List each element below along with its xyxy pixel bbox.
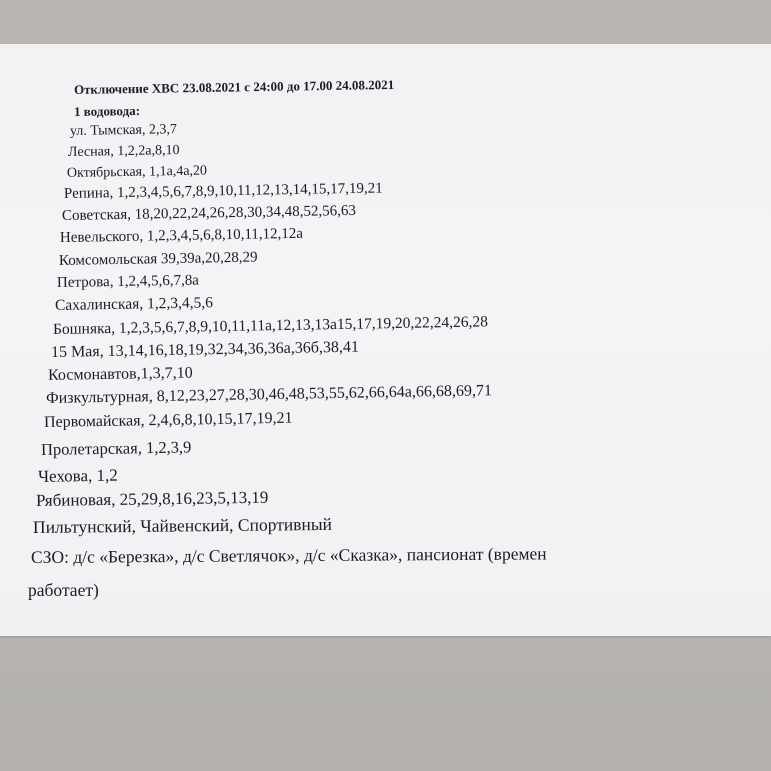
street-line: СЗО: д/с «Березка», д/с Светлячок», д/с «Сказка», пансионат (времен: [30, 543, 547, 567]
street-line: Невельского, 1,2,3,4,5,6,8,10,11,12,12а: [59, 225, 304, 246]
street-line: Петрова, 1,2,4,5,6,7,8а: [56, 272, 200, 291]
street-line: 15 Мая, 13,14,16,18,19,32,34,36,36а,36б,38,41: [50, 338, 360, 361]
street-line: Советская, 18,20,22,24,26,28,30,34,48,52,56,63: [61, 202, 357, 224]
street-line: Комсомольская 39,39а,20,28,29: [58, 249, 258, 269]
street-line: Сахалинская, 1,2,3,4,5,6: [54, 294, 214, 314]
street-line: Космонавтов,1,3,7,10: [47, 364, 193, 384]
street-line: Октябрьская, 1,1а,4а,20: [66, 163, 208, 181]
street-line: работает): [28, 580, 99, 600]
street-line: Чехова, 1,2: [37, 465, 118, 486]
paper-sheet: [0, 44, 771, 636]
street-line: Пролетарская, 1,2,3,9: [40, 437, 192, 459]
street-line: Репина, 1,2,3,4,5,6,7,8,9,10,11,12,13,14,15,17,19,21: [63, 180, 383, 202]
street-line: Пильтунский, Чайвенский, Спортивный: [32, 513, 333, 537]
street-line: Физкультурная, 8,12,23,27,28,30,46,48,53,55,62,66,64а,66,68,69,71: [45, 382, 493, 407]
section-heading: 1 водовода:: [73, 102, 141, 119]
street-line: Первомайская, 2,4,6,8,10,15,17,19,21: [43, 409, 293, 431]
notice-document: [0, 44, 771, 636]
notice-title: Отключение ХВС 23.08.2021 с 24:00 до 17.00 24.08.2021: [73, 76, 395, 97]
street-line: Рябиновая, 25,29,8,16,23,5,13,19: [35, 487, 269, 510]
street-line: Лесная, 1,2,2а,8,10: [67, 143, 180, 160]
street-line: ул. Тымская, 2,3,7: [69, 122, 178, 139]
street-line: Бошняка, 1,2,3,5,6,7,8,9,10,11,11а,12,13,13а15,17,19,20,22,24,26,28: [52, 313, 489, 338]
